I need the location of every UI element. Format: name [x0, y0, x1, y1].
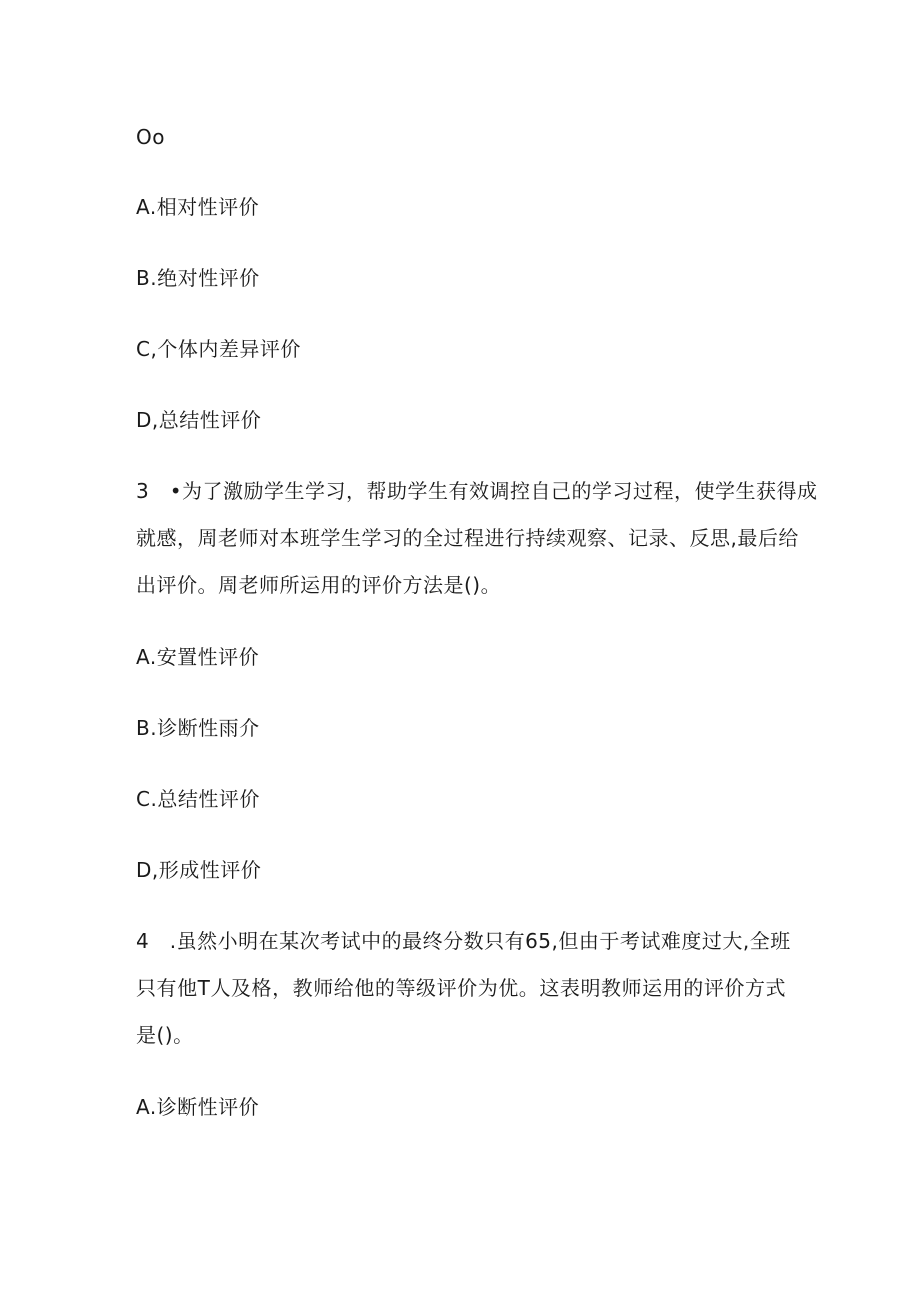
q3-stem-line-2: 就感，周老师对本班学生学习的全过程进行持续观察、记录、反思,最后给 — [136, 526, 799, 550]
q2-option-a: A.相对性评价 — [136, 195, 260, 219]
q3-option-b: B.诊断性雨介 — [136, 716, 260, 740]
q3-option-d: D,形成性评价 — [136, 858, 262, 882]
q3-option-c: C.总结性评价 — [136, 787, 260, 811]
q4-stem-line-1: 4 .虽然小明在某次考试中的最终分数只有65,但由于考试难度过大,全班 — [136, 929, 791, 953]
question-fragment: Oo — [136, 125, 165, 149]
q4-option-a: A.诊断性评价 — [136, 1095, 260, 1119]
q2-option-c: C,个体内差异评价 — [136, 337, 301, 361]
q4-stem-line-2: 只有他T人及格，教师给他的等级评价为优。这表明教师运用的评价方式 — [136, 976, 786, 1000]
q3-stem-line-3: 出评价。周老师所运用的评价方法是()。 — [136, 573, 502, 597]
q2-option-b: B.绝对性评价 — [136, 266, 260, 290]
q3-stem-line-1: 3 •为了激励学生学习，帮助学生有效调控自己的学习过程，使学生获得成 — [136, 479, 818, 503]
q2-option-d: D,总结性评价 — [136, 408, 262, 432]
q4-stem-line-3: 是()。 — [136, 1023, 194, 1047]
q3-option-a: A.安置性评价 — [136, 645, 260, 669]
